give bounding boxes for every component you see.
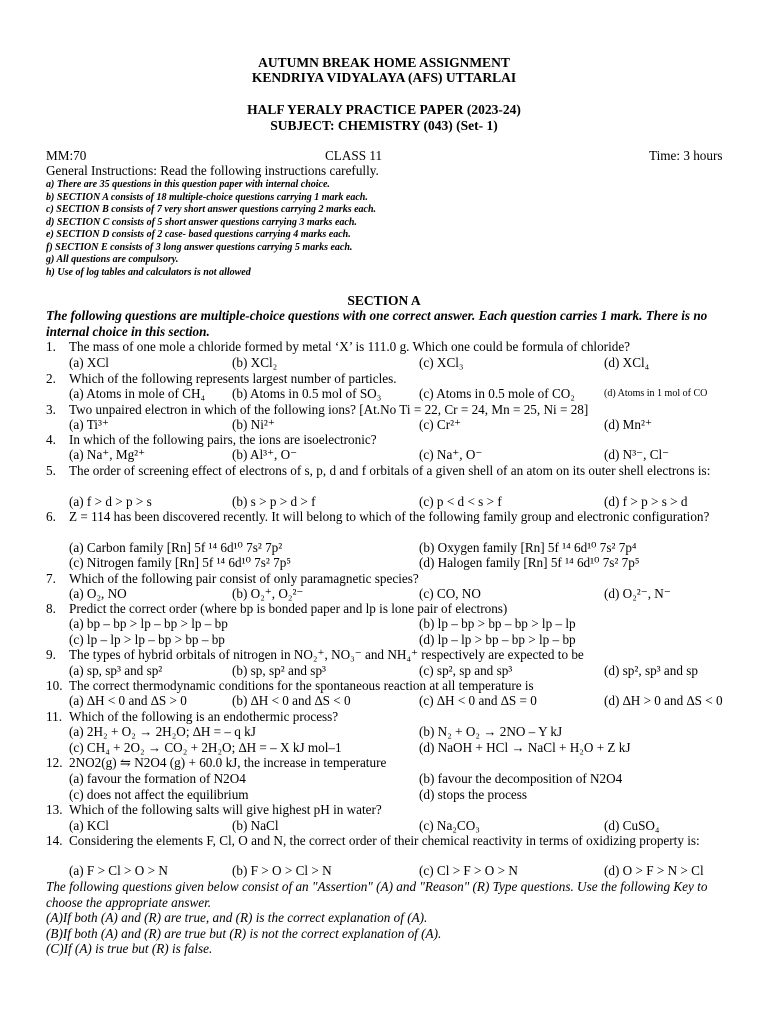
question-number: 12.	[46, 755, 63, 770]
instruction-item: d) SECTION C consists of 5 short answer questions carrying 3 marks each.	[46, 216, 357, 228]
question-text: Which of the following represents largest number of particles.	[69, 371, 397, 386]
question-number: 1.	[46, 339, 56, 354]
answer-option: (a) ∆H < 0 and ∆S > 0	[69, 693, 187, 708]
answer-option: (a) Carbon family [Rn] 5f ¹⁴ 6d¹⁰ 7s² 7p²	[69, 540, 283, 555]
answer-option: (d) ∆H > 0 and ∆S < 0	[604, 693, 723, 708]
answer-option: (c) does not affect the equilibrium	[69, 787, 249, 802]
question-text: The mass of one mole a chloride formed by metal ‘X’ is 111.0 g. Which one could be formula of chloride?	[69, 339, 631, 354]
answer-option: (d) stops the process	[419, 787, 528, 802]
answer-option: (c) XCl₃	[419, 355, 464, 370]
question-text: Two unpaired electron in which of the following ions? [At.No Ti = 22, Cr = 24, Mn = 25, Ni = 28]	[69, 402, 589, 417]
instruction-item: b) SECTION A consists of 18 multiple-choice questions carrying 1 mark each.	[46, 191, 368, 203]
answer-option: (b) Oxygen family [Rn] 5f ¹⁴ 6d¹⁰ 7s² 7p⁴	[419, 540, 637, 555]
question-text: Which of the following salts will give highest pH in water?	[69, 802, 382, 817]
max-marks: MM:70	[46, 148, 87, 163]
question-number: 14.	[46, 833, 63, 848]
question-number: 3.	[46, 402, 56, 417]
header-subject: SUBJECT: CHEMISTRY (043) (Set- 1)	[270, 118, 498, 133]
answer-option: (d) Mn²⁺	[604, 417, 652, 432]
question-text: Which of the following pair consist of only paramagnetic species?	[69, 571, 419, 586]
answer-option: (b) XCl₂	[232, 355, 278, 370]
question-text: Z = 114 has been discovered recently. It will belong to which of the following family group and electronic configuration?	[69, 509, 710, 524]
answer-option: (b) Ni²⁺	[232, 417, 275, 432]
assertion-key-b: (B)If both (A) and (R) are true but (R) is not the correct explanation of (A).	[46, 925, 442, 941]
class-label: CLASS 11	[325, 148, 383, 163]
assertion-key-a: (A)If both (A) and (R) are true, and (R) is the correct explanation of (A).	[46, 910, 428, 925]
answer-option: (c) p < d < s > f	[419, 494, 502, 509]
question-text: The correct thermodynamic conditions for the spontaneous reaction at all temperature is	[69, 678, 534, 693]
answer-option: (c) Atoms in 0.5 mole of CO₂	[419, 386, 575, 401]
answer-option: (d) O₂²⁻, N⁻	[604, 586, 671, 601]
answer-option: (d) XCl₄	[604, 355, 650, 370]
answer-option: (a) KCl	[69, 818, 109, 833]
question-number: 7.	[46, 571, 56, 586]
answer-option: (c) Na⁺, O⁻	[419, 447, 483, 462]
question-number: 2.	[46, 371, 56, 386]
answer-option: (a) bp – bp > lp – bp > lp – bp	[69, 616, 228, 631]
answer-option: (d) f > p > s > d	[604, 494, 688, 509]
section-a-intro: The following questions are multiple-choice questions with one correct answer. Each question carries 1 mark. There is no internal choice in this section.	[46, 308, 708, 339]
question-text: The types of hybrid orbitals of nitrogen in NO₂⁺, NO₃⁻ and NH₄⁺ respectively are expected to be	[69, 647, 584, 662]
answer-option: (c) lp – lp > lp – bp > bp – bp	[69, 632, 225, 647]
answer-option: (a) Atoms in mole of CH₄	[69, 386, 206, 401]
answer-option: (d) Halogen family [Rn] 5f ¹⁴ 6d¹⁰ 7s² 7p⁵	[419, 555, 640, 570]
answer-option: (d) Atoms in 1 mol of CO	[604, 388, 708, 399]
answer-option: (a) XCl	[69, 355, 109, 370]
answer-option: (c) Cr²⁺	[419, 417, 462, 432]
question-text: Which of the following is an endothermic process?	[69, 709, 339, 724]
question-number: 10.	[46, 678, 63, 693]
question-number: 11.	[46, 709, 62, 724]
answer-option: (b) lp – bp > bp – bp > lp – lp	[419, 616, 576, 631]
question-text: Considering the elements F, Cl, O and N, the correct order of their chemical reactivity in terms of oxidizing property is:	[69, 833, 700, 848]
question-number: 8.	[46, 601, 56, 616]
answer-option: (c) Na₂CO₃	[419, 818, 480, 833]
answer-option: (c) ∆H < 0 and ∆S = 0	[419, 693, 537, 708]
question-text: The order of screening effect of electrons of s, p, d and f orbitals of a given shell of an atom on its outer shell electrons is:	[69, 463, 711, 478]
answer-option: (b) sp, sp² and sp³	[232, 663, 326, 678]
answer-option: (c) Cl > F > O > N	[419, 863, 518, 878]
header-assignment: AUTUMN BREAK HOME ASSIGNMENT	[258, 55, 510, 70]
assertion-reason-intro: The following questions given below consist of an "Assertion" (A) and "Reason" (R) Type questions. Use the following Key to choose the appropriate answer.	[46, 879, 708, 910]
instructions-heading: General Instructions: Read the following instructions carefully.	[46, 163, 379, 178]
answer-option: (d) lp – lp > bp – bp > lp – bp	[419, 632, 576, 647]
answer-option: (c) CO, NO	[419, 586, 481, 601]
answer-option: (a) Ti³⁺	[69, 417, 109, 432]
answer-option: (a) f > d > p > s	[69, 494, 152, 509]
question-number: 5.	[46, 463, 56, 478]
answer-option: (d) sp², sp³ and sp	[604, 663, 698, 678]
answer-option: (b) F > O > Cl > N	[232, 863, 332, 878]
answer-option: (a) Na⁺, Mg²⁺	[69, 447, 146, 462]
instruction-item: g) All questions are compulsory.	[46, 254, 179, 265]
answer-option: (b) NaCl	[232, 818, 279, 833]
answer-option: (c) CH₄ + 2O₂ → CO₂ + 2H₂O; ∆H = – X kJ mol–1	[69, 740, 342, 755]
answer-option: (d) N³⁻, Cl⁻	[604, 447, 670, 462]
answer-option: (b) favour the decomposition of N2O4	[419, 771, 623, 786]
answer-option: (a) sp, sp³ and sp²	[69, 663, 163, 678]
question-number: 9.	[46, 647, 56, 662]
assertion-key-c: (C)If (A) is true but (R) is false.	[46, 941, 213, 956]
answer-option: (d) O > F > N > Cl	[604, 863, 704, 878]
answer-option: (b) Atoms in 0.5 mol of SO₃	[232, 386, 382, 401]
answer-option: (b) s > p > d > f	[232, 494, 316, 509]
answer-option: (b) O₂⁺, O₂²⁻	[232, 586, 304, 601]
question-number: 4.	[46, 432, 56, 447]
answer-option: (a) O₂, NO	[69, 586, 127, 601]
answer-option: (b) ∆H < 0 and ∆S < 0	[232, 693, 351, 708]
instruction-item: e) SECTION D consists of 2 case- based questions carrying 4 marks each.	[46, 229, 351, 240]
question-text: Predict the correct order (where bp is bonded paper and lp is lone pair of electrons)	[69, 601, 508, 616]
answer-option: (d) CuSO₄	[604, 818, 660, 833]
question-number: 6.	[46, 509, 56, 524]
answer-option: (b) N₂ + O₂ → 2NO – Y kJ	[419, 724, 563, 739]
answer-option: (a) F > Cl > O > N	[69, 863, 168, 878]
header-paper: HALF YERALY PRACTICE PAPER (2023-24)	[247, 102, 521, 117]
instruction-item: f) SECTION E consists of 3 long answer questions carrying 5 marks each.	[46, 241, 353, 253]
instruction-item: h) Use of log tables and calculators is not allowed	[46, 266, 251, 278]
question-text: In which of the following pairs, the ions are isoelectronic?	[69, 432, 377, 447]
instruction-item: a) There are 35 questions in this question paper with internal choice.	[46, 179, 330, 190]
answer-option: (c) Nitrogen family [Rn] 5f ¹⁴ 6d¹⁰ 7s² 7p⁵	[69, 555, 291, 570]
instruction-item: c) SECTION B consists of 7 very short answer questions carrying 2 marks each.	[46, 204, 377, 215]
answer-option: (b) Al³⁺, O⁻	[232, 447, 298, 462]
time-label: Time: 3 hours	[649, 148, 723, 163]
question-number: 13.	[46, 802, 63, 817]
question-text: 2NO2(g) ⇋ N2O4 (g) + 60.0 kJ, the increase in temperature	[69, 755, 387, 770]
section-a-title: SECTION A	[347, 293, 421, 308]
answer-option: (a) 2H₂ + O₂ → 2H₂O; ∆H = – q kJ	[69, 724, 256, 739]
header-school: KENDRIYA VIDYALAYA (AFS) UTTARLAI	[251, 70, 517, 85]
answer-option: (d) NaOH + HCl → NaCl + H₂O + Z kJ	[419, 740, 631, 755]
answer-option: (c) sp², sp and sp³	[419, 663, 513, 678]
answer-option: (a) favour the formation of N2O4	[69, 771, 246, 786]
